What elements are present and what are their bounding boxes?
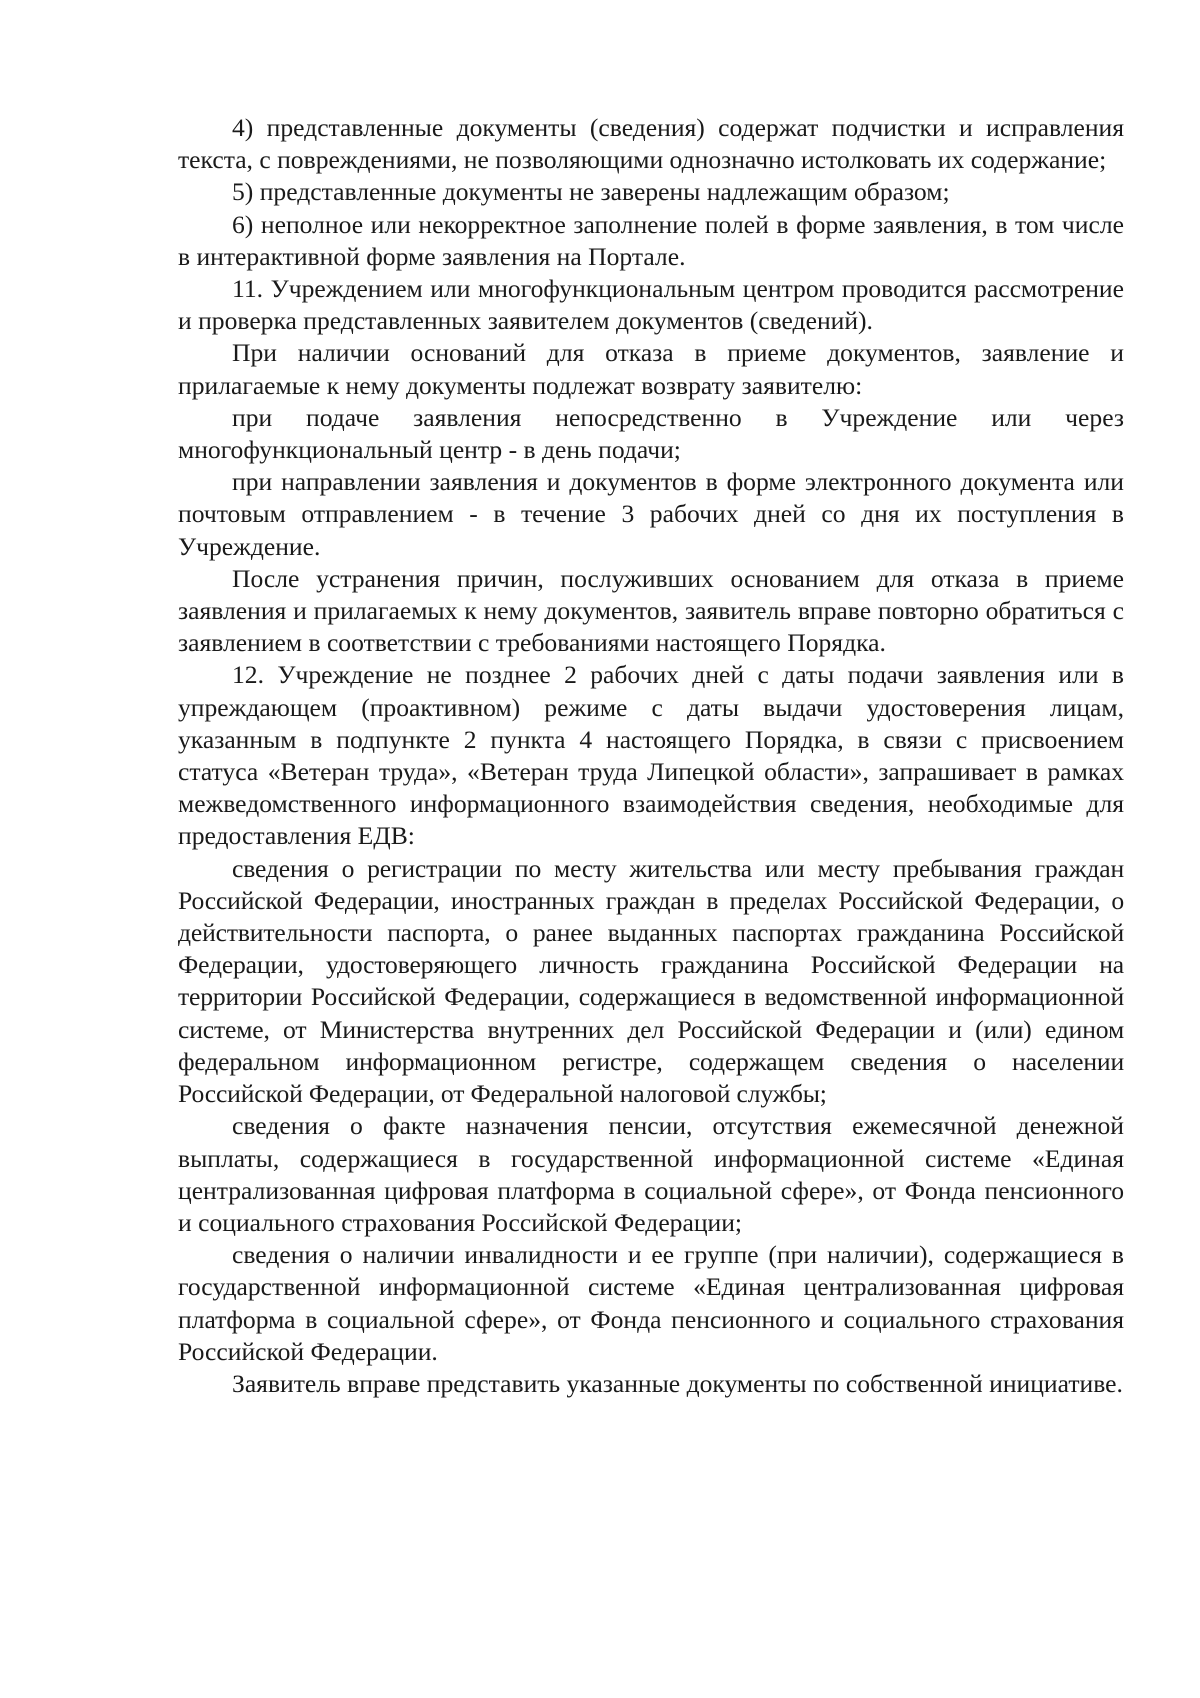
paragraph-registration-info: сведения о регистрации по месту жительства или месту пребывания граждан Российской Федерации, иностранных граждан в пределах Российской Федерации, о действительности паспорта, о ранее выданных паспортах гражданина Российской Федерации, удостоверяющего личность гражданина Российской Федерации на территории Российской Федерации, содержащиеся в ведомственной информационной системе, от Министерства внутренних дел Российской Федерации и (или) едином федеральном информационном регистре, содержащем сведения о населении Российской Федерации, от Федеральной налоговой службы; [178, 853, 1124, 1109]
paragraph-pension-info: сведения о факте назначения пенсии, отсутствия ежемесячной денежной выплаты, содержащиеся в государственной информационной системе «Единая централизованная цифровая платформа в социальной сфере», от Фонда пенсионного и социального страхования Российской Федерации; [178, 1111, 1124, 1237]
paragraph-disability-info: сведения о наличии инвалидности и ее группе (при наличии), содержащиеся в государственной информационной системе «Единая централизованная цифровая платформа в социальной сфере», от Фонда пенсионного и социального страхования Российской Федерации. [178, 1240, 1124, 1366]
paragraph-applicant-initiative: Заявитель вправе представить указанные документы по собственной инициативе. [232, 1368, 1123, 1398]
paragraph-item-6: 6) неполное или некорректное заполнение полей в форме заявления, в том числе в интерактивной форме заявления на Портале. [178, 209, 1124, 271]
paragraph-resubmission: После устранения причин, послуживших основанием для отказа в приеме заявления и прилагаемых к нему документов, заявитель вправе повторно обратиться с заявлением в соответствии с требованиями настоящего Порядка. [178, 563, 1124, 658]
paragraph-clause-12: 12. Учреждение не позднее 2 рабочих дней с даты подачи заявления или в упреждающем (проактивном) режиме с даты выдачи удостоверения лицам, указанным в подпункте 2 пункта 4 настоящего Порядка, в связи с присвоением статуса «Ветеран труда», «Ветеран труда Липецкой области», запрашивает в рамках межведомственного информационного взаимодействия сведения, необходимые для предоставления ЕДВ: [178, 660, 1124, 851]
paragraph-clause-11: 11. Учреждением или многофункциональным центром проводится рассмотрение и проверка представленных заявителем документов (сведений). [178, 274, 1124, 336]
paragraph-item-5: 5) представленные документы не заверены надлежащим образом; [232, 177, 950, 207]
paragraph-direct-submission: при подаче заявления непосредственно в Учреждение или через многофункциональный центр - в день подачи; [178, 402, 1124, 465]
paragraph-refusal-grounds: При наличии оснований для отказа в приеме документов, заявление и прилагаемые к нему документы подлежат возврату заявителю: [178, 338, 1124, 400]
paragraph-item-4: 4) представленные документы (сведения) содержат подчистки и исправления текста, с повреждениями, не позволяющими однозначно истолковать их содержание; [178, 113, 1124, 175]
document-body [178, 112, 1124, 1400]
paragraph-electronic-submission: при направлении заявления и документов в форме электронного документа или почтовым отправлением - в течение 3 рабочих дней со дня их поступления в Учреждение. [178, 467, 1124, 561]
